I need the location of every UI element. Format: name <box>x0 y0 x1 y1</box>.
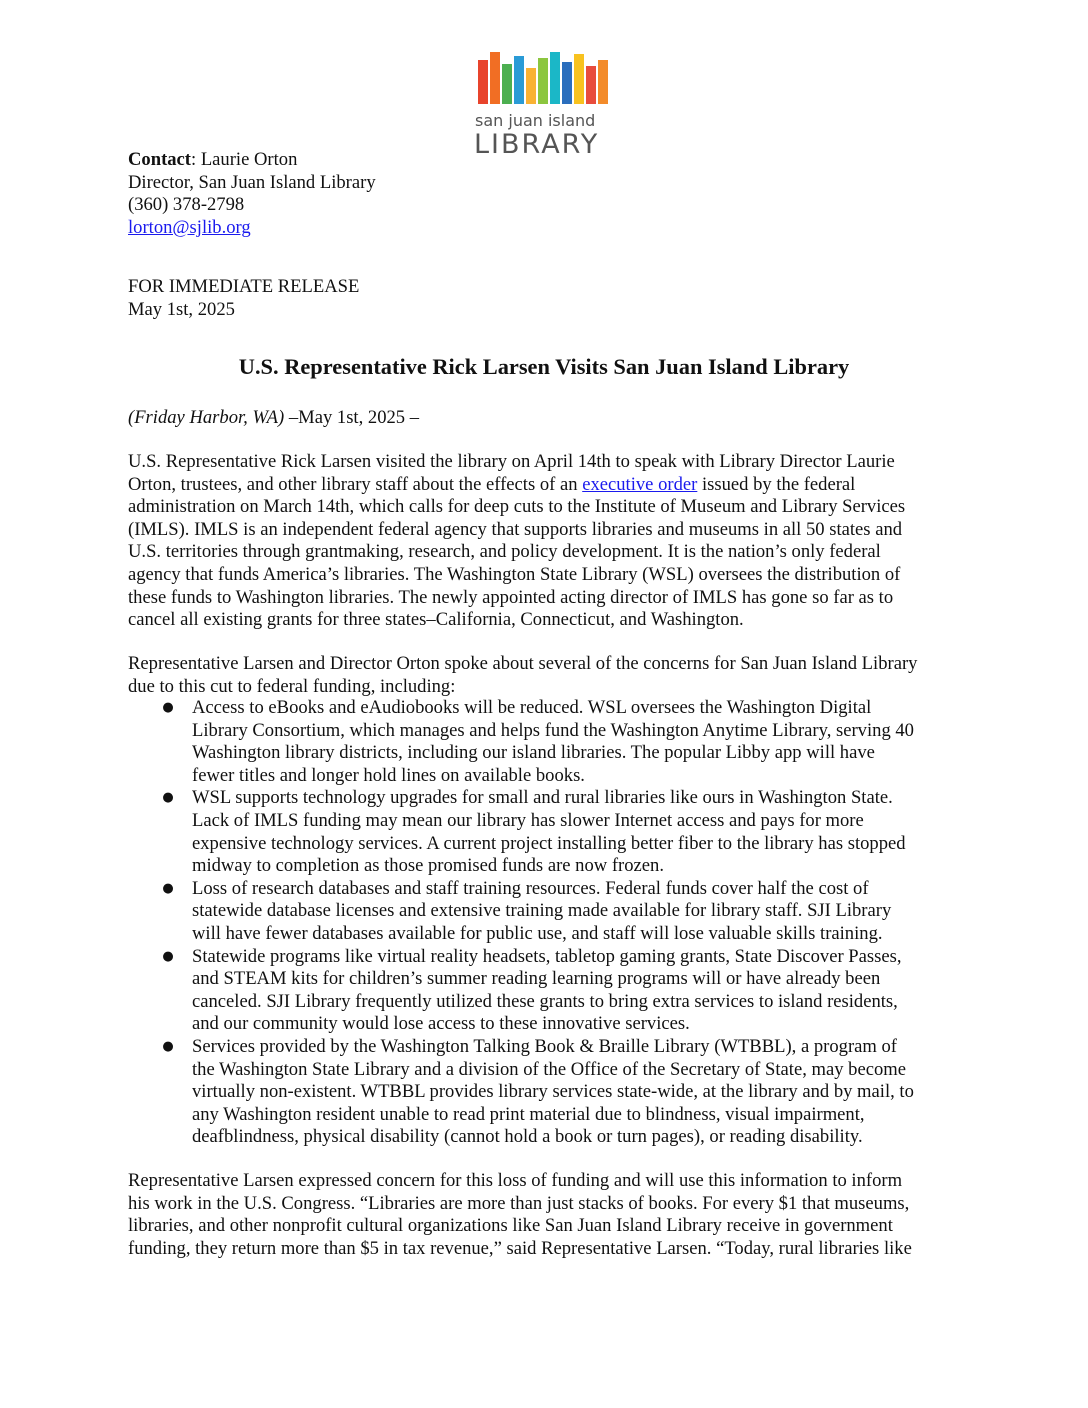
release-date: May 1st, 2025 <box>128 298 235 320</box>
list-item-line: Access to eBooks and eAudiobooks will be reduced. WSL oversees the Washington Digital <box>192 697 872 718</box>
list-item-line: Loss of research databases and staff training resources. Federal funds cover half the cost of <box>192 877 869 899</box>
list-item-line: virtually non-existent. WTBBL provides library services state-wide, at the library and by mail, to <box>192 1081 914 1103</box>
paragraph-line: funding, they return more than $5 in tax revenue,” said Representative Larsen. “Today, rural libraries like <box>128 1237 912 1259</box>
release-block <box>128 276 968 321</box>
list-item-line: statewide database licenses and extensive training made available for library staff. SJI Library <box>192 900 892 922</box>
logo-color-bars <box>478 52 608 104</box>
list-item-line: any Washington resident unable to read print material due to blindness, visual impairment, <box>192 1103 865 1125</box>
list-item-line: Library Consortium, which manages and helps fund the Washington Anytime Library, serving 40 <box>192 719 914 741</box>
list-item <box>128 946 968 1036</box>
logo-bar <box>586 66 596 104</box>
bullet-icon: ● <box>162 880 174 896</box>
list-item-line: midway to completion as those promised funds are now frozen. <box>192 855 664 877</box>
list-item-line: and STEAM kits for children’s summer reading learning programs will or have already been <box>192 968 881 990</box>
list-item <box>128 1036 968 1149</box>
dateline-date: –May 1st, 2025 – <box>284 407 420 428</box>
list-item <box>128 787 968 877</box>
library-logo <box>475 52 613 160</box>
list-item-line: the Washington State Library and a division of the Office of the Secretary of State, may become <box>192 1058 906 1080</box>
list-item-line: deafblindness, physical disability (cannot hold a book or turn pages), or reading disability. <box>192 1126 863 1148</box>
list-item-line: Lack of IMLS funding may mean our library has slower Internet access and pays for more <box>192 809 864 831</box>
contact-phone: (360) 378-2798 <box>128 194 245 216</box>
contact-label: Contact <box>128 149 191 170</box>
paragraph-line: his work in the U.S. Congress. “Libraries are more than just stacks of books. For every $1 that museums, <box>128 1192 910 1214</box>
paragraph-line: Representative Larsen and Director Orton spoke about several of the concerns for San Juan Island Library <box>128 653 918 674</box>
page-title: U.S. Representative Rick Larsen Visits San Juan Island Library <box>238 354 850 379</box>
list-item-line: will have fewer databases available for public use, and staff will lose valuable skills training. <box>192 922 883 944</box>
logo-bar <box>514 56 524 104</box>
bullet-icon: ● <box>162 1038 174 1054</box>
logo-text-line1: san juan island <box>475 111 596 130</box>
list-item-line: expensive technology services. A current project installing better fiber to the library has stopped <box>192 832 906 854</box>
logo-text-line2: LIBRARY <box>474 129 600 160</box>
paragraph-line: (IMLS). IMLS is an independent federal agency that supports libraries and museums in all 50 states and <box>128 518 903 540</box>
concerns-list <box>128 697 968 1149</box>
paragraph-3 <box>128 1170 968 1260</box>
list-item-line: and our community would lose access to these innovative services. <box>192 1013 690 1035</box>
paragraph-1 <box>128 451 968 632</box>
paragraph-text: Orton, trustees, and other library staff about the effects of an <box>128 473 583 495</box>
logo-bar <box>598 60 608 104</box>
paragraph-line: U.S. Representative Rick Larsen visited the library on April 14th to speak with Library Director Laurie <box>128 451 895 472</box>
logo-bar <box>538 58 548 104</box>
contact-email-link[interactable]: lorton@sjlib.org <box>128 216 251 238</box>
logo-bar <box>550 52 560 104</box>
paragraph-line: administration on March 14th, which calls for deep cuts to the Institute of Museum and Library Services <box>128 496 906 518</box>
logo-bar <box>502 64 512 104</box>
logo-bar <box>562 62 572 104</box>
paragraph-line: libraries, and other nonprofit cultural organizations like San Juan Island Library receive in government <box>128 1215 893 1237</box>
executive-order-link[interactable]: executive order <box>582 473 698 495</box>
release-notice: FOR IMMEDIATE RELEASE <box>128 276 360 297</box>
paragraph-line: agency that funds America’s libraries. The Washington State Library (WSL) oversees the distribution of <box>128 563 901 585</box>
bullet-icon: ● <box>162 948 174 964</box>
bullet-icon: ● <box>162 700 174 715</box>
paragraph-line: cancel all existing grants for three states–California, Connecticut, and Washington. <box>128 609 744 631</box>
dateline <box>128 407 968 430</box>
list-item <box>128 697 968 787</box>
paragraph-line: Representative Larsen expressed concern for this loss of funding and will use this information to inform <box>128 1170 903 1191</box>
list-item-line: fewer titles and longer hold lines on available books. <box>192 764 585 786</box>
paragraph-text: issued by the federal <box>697 473 856 495</box>
paragraph-line: these funds to Washington libraries. The newly appointed acting director of IMLS has gone so far as to <box>128 586 894 608</box>
list-item-line: Services provided by the Washington Talking Book & Braille Library (WTBBL), a program of <box>192 1035 897 1057</box>
logo-bar <box>526 68 536 104</box>
contact-line <box>128 149 968 172</box>
contact-name: : Laurie Orton <box>191 149 298 170</box>
list-item-line: Washington library districts, including our island libraries. The popular Libby app will have <box>192 742 875 764</box>
paragraph-line <box>128 474 968 497</box>
contact-role: Director, San Juan Island Library <box>128 171 376 193</box>
list-item <box>128 878 968 946</box>
logo-bar <box>574 54 584 104</box>
list-item-line: Statewide programs like virtual reality headsets, tabletop gaming grants, State Discover Passes, <box>192 945 902 967</box>
paragraph-line: due to this cut to federal funding, including: <box>128 675 456 697</box>
bullet-icon: ● <box>162 790 174 806</box>
contact-block <box>128 149 968 239</box>
list-item-line: WSL supports technology upgrades for small and rural libraries like ours in Washington State. <box>192 787 893 809</box>
paragraph-line: U.S. territories through grantmaking, research, and policy development. It is the nation’s only federal <box>128 541 881 563</box>
paragraph-2 <box>128 653 968 698</box>
list-item-line: canceled. SJI Library frequently utilized these grants to bring extra services to island residents, <box>192 990 898 1012</box>
logo-bar <box>478 60 488 104</box>
dateline-place: (Friday Harbor, WA) <box>128 407 285 428</box>
logo-bar <box>490 52 500 104</box>
